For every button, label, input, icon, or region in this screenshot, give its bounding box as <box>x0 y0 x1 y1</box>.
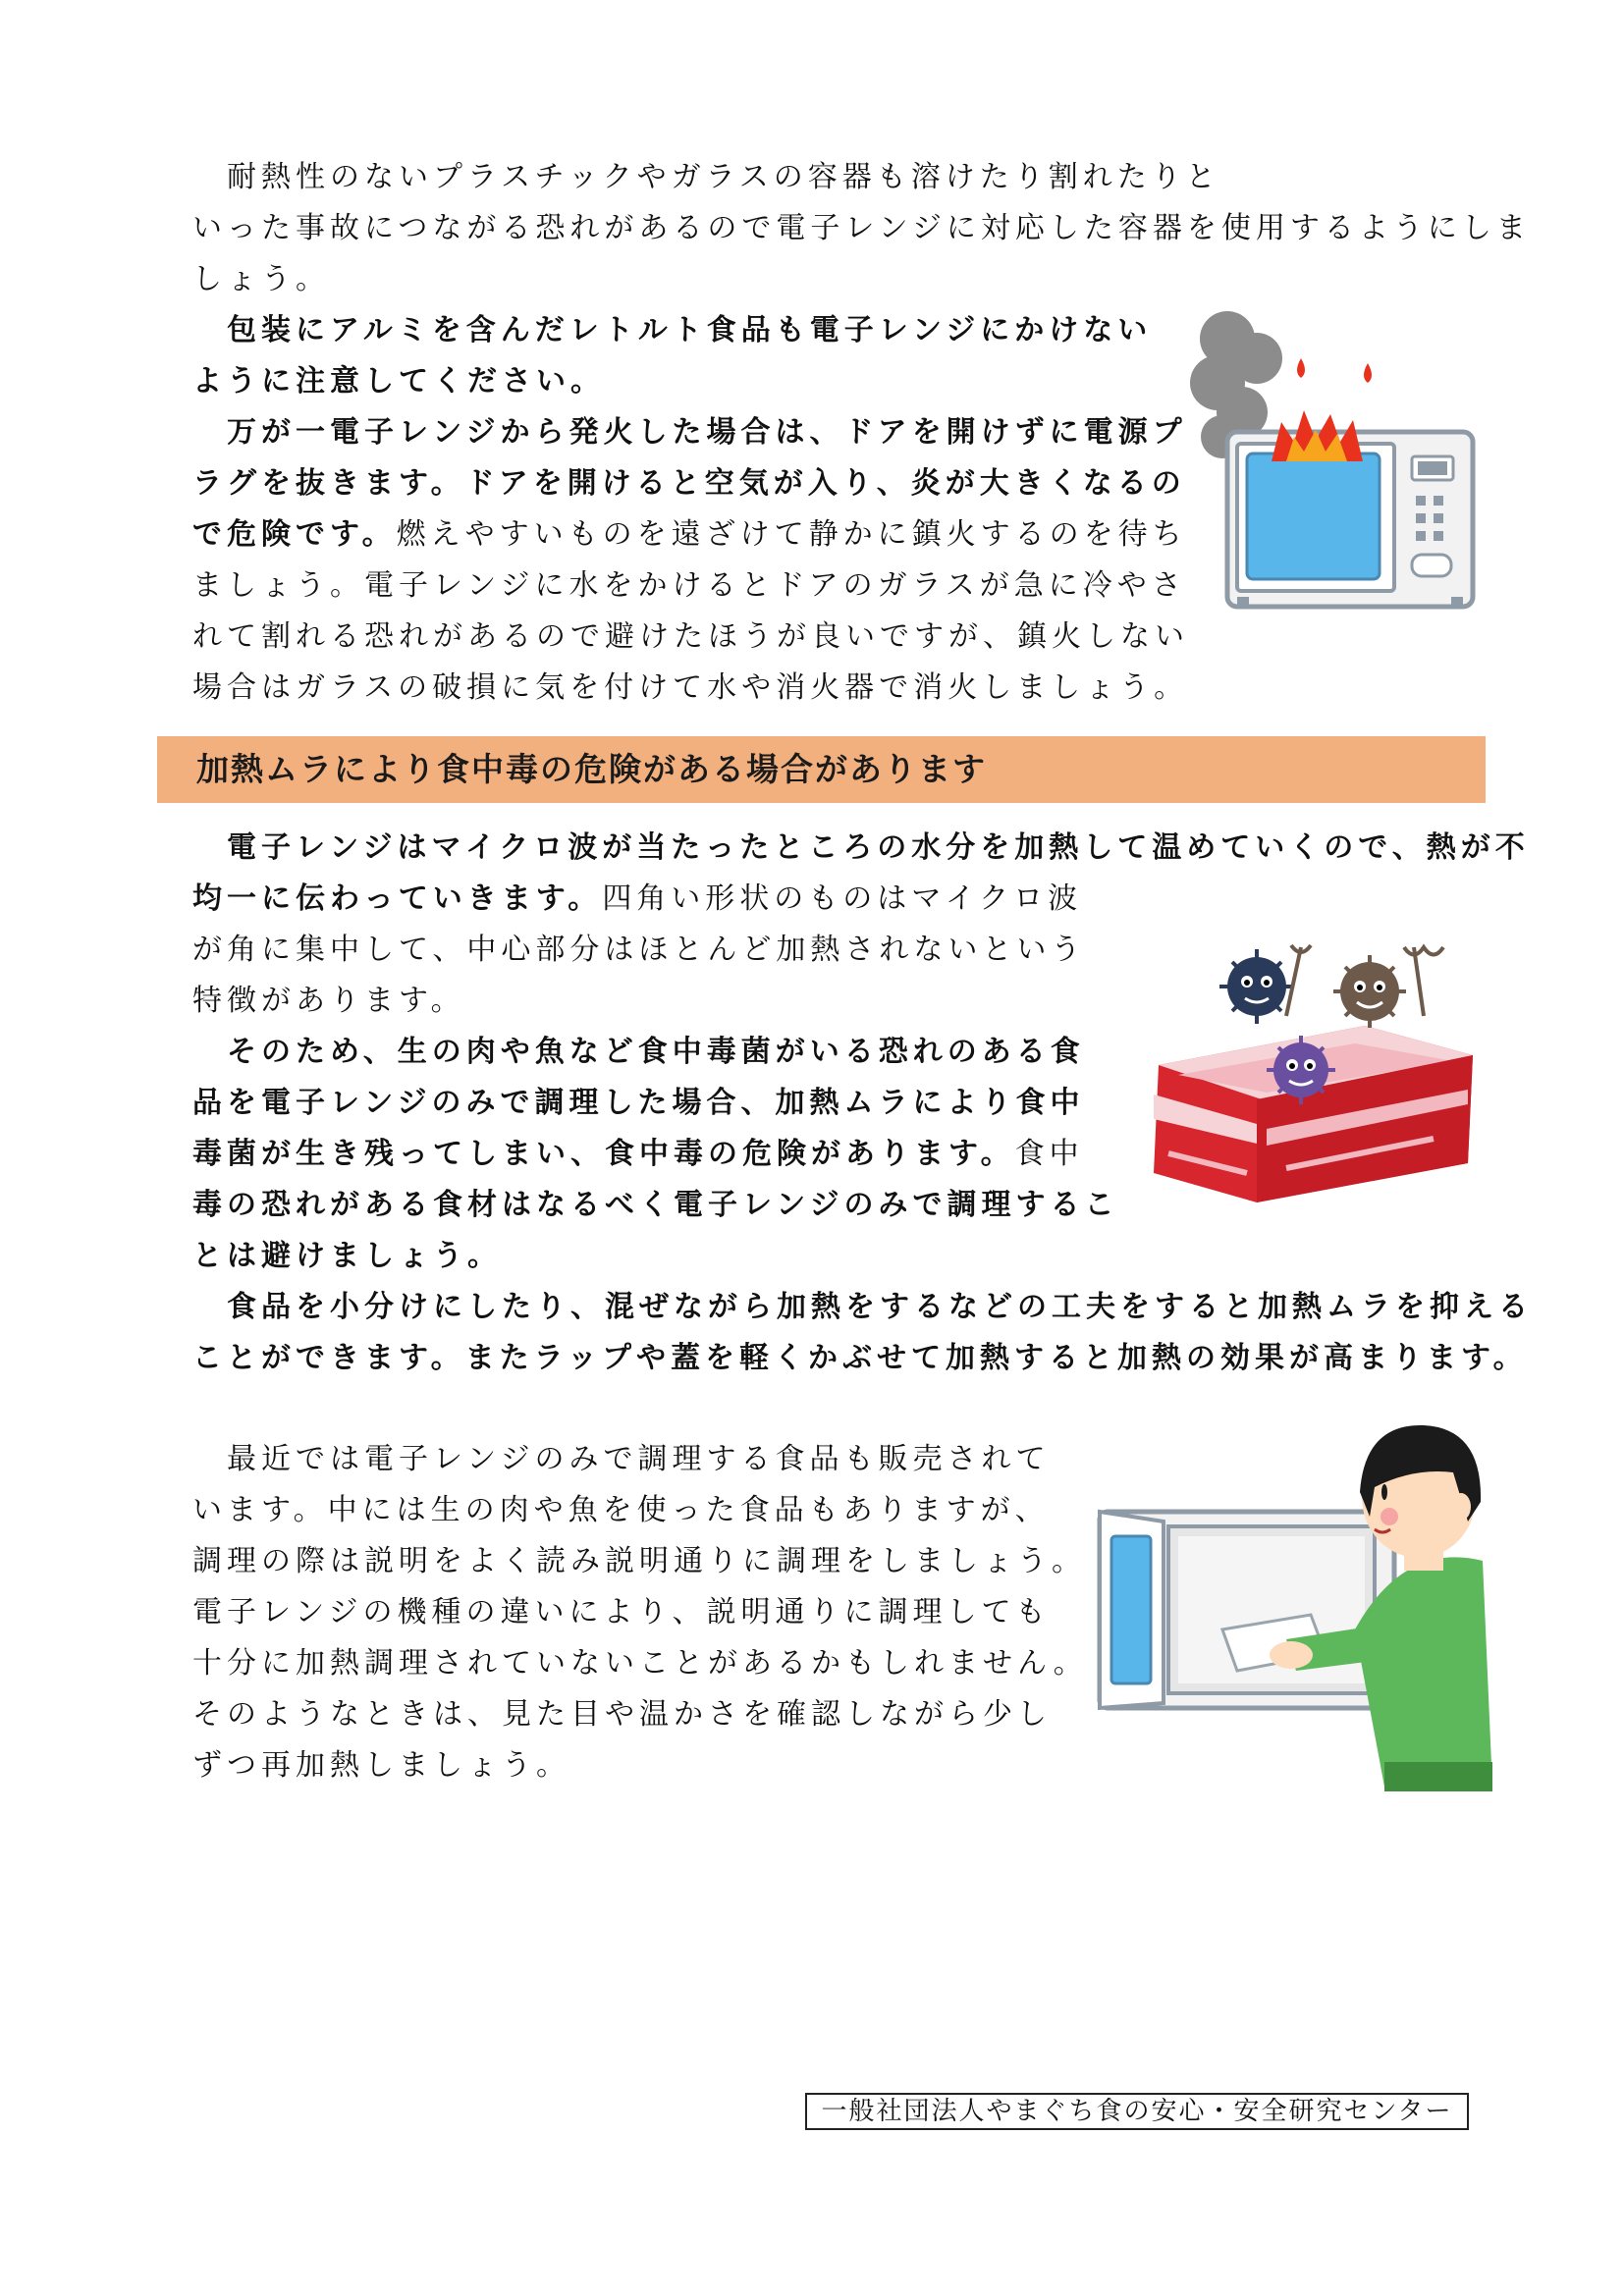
meat-germs-illustration <box>1139 928 1483 1212</box>
text-line <box>192 874 1082 925</box>
text-line-bold: 包装にアルミを含んだレトルト食品も電子レンジにかけない <box>192 313 1153 347</box>
text-line: しょう。 <box>192 262 330 296</box>
text-line-bold: ように注意してください。 <box>192 364 605 399</box>
text-bold-span: 均一に伝わっていきます。 <box>192 881 603 916</box>
section-heading-text: 加熱ムラにより食中毒の危険がある場合があります <box>196 750 987 788</box>
text-line: います。中には生の肉や魚を使った食品もありますが、 <box>192 1493 1050 1527</box>
text-line-bold: そのため、生の肉や魚など食中毒菌がいる恐れのある食 <box>192 1035 1085 1069</box>
text-line-bold: 毒の恐れがある食材はなるべく電子レンジのみで調理するこ <box>192 1188 1119 1222</box>
text-line-bold: 食品を小分けにしたり、混ぜながら加熱をするなどの工夫をすると加熱ムラを抑える <box>192 1290 1533 1324</box>
text-line <box>192 1129 1084 1180</box>
text-span: 燃えやすいものを遠ざけて静かに鎮火するのを待ち <box>396 517 1187 552</box>
text-line: 電子レンジの機種の違いにより、説明通りに調理しても <box>192 1595 1051 1629</box>
text-line: ずつ再加熱しましょう。 <box>192 1748 570 1783</box>
text-line: 場合はガラスの破損に気を付けて水や消火器で消火しましょう。 <box>192 670 1189 705</box>
text-line: れて割れる恐れがあるので避けたほうが良いですが、鎮火しない <box>192 619 1189 654</box>
text-line: いった事故につながる恐れがあるので電子レンジに対応した容器を使用するようにしま <box>192 211 1531 245</box>
text-line-bold: 電子レンジはマイクロ波が当たったところの水分を加熱して温めていくので、熱が不 <box>192 830 1530 865</box>
text-line: ましょう。電子レンジに水をかけるとドアのガラスが急に冷やさ <box>192 568 1186 603</box>
text-line: 特徴があります。 <box>192 984 465 1018</box>
section-heading <box>157 736 1486 803</box>
text-line-bold: ラグを抜きます。ドアを開けると空気が入り、炎が大きくなるの <box>192 466 1186 501</box>
footer-organization: 一般社団法人やまぐち食の安心・安全研究センター <box>805 2093 1469 2130</box>
person-microwave-illustration <box>1090 1414 1502 1796</box>
text-line <box>192 509 1187 561</box>
text-bold-span: で危険です。 <box>192 517 397 552</box>
text-bold-span: 毒菌が生き残ってしまい、食中毒の危険があります。 <box>192 1137 1015 1171</box>
text-line: 耐熱性のないプラスチックやガラスの容器も溶けたり割れたりと <box>192 160 1220 194</box>
text-line: 最近では電子レンジのみで調理する食品も販売されて <box>192 1442 1051 1476</box>
text-line: そのようなときは、見た目や温かさを確認しながら少し <box>192 1697 1052 1732</box>
text-span: 食中 <box>1014 1137 1084 1171</box>
text-line: 調理の際は説明をよく読み説明通りに調理をしましょう。 <box>192 1544 1086 1578</box>
text-line-bold: ことができます。またラップや蓋を軽くかぶせて加熱すると加熱の効果が高まります。 <box>192 1341 1528 1375</box>
text-line: が角に集中して、中心部分はほとんど加熱されないという <box>192 933 1086 967</box>
text-line-bold: 品を電子レンジのみで調理した場合、加熱ムラにより食中 <box>192 1086 1085 1120</box>
text-line: 十分に加熱調理されていないことがあるかもしれません。 <box>192 1646 1088 1681</box>
text-line-bold: とは避けましょう。 <box>192 1239 502 1273</box>
text-line-bold: 万が一電子レンジから発火した場合は、ドアを開けずに電源プ <box>192 415 1187 450</box>
microwave-fire-illustration <box>1188 304 1483 614</box>
text-span: 四角い形状のものはマイクロ波 <box>602 881 1083 916</box>
